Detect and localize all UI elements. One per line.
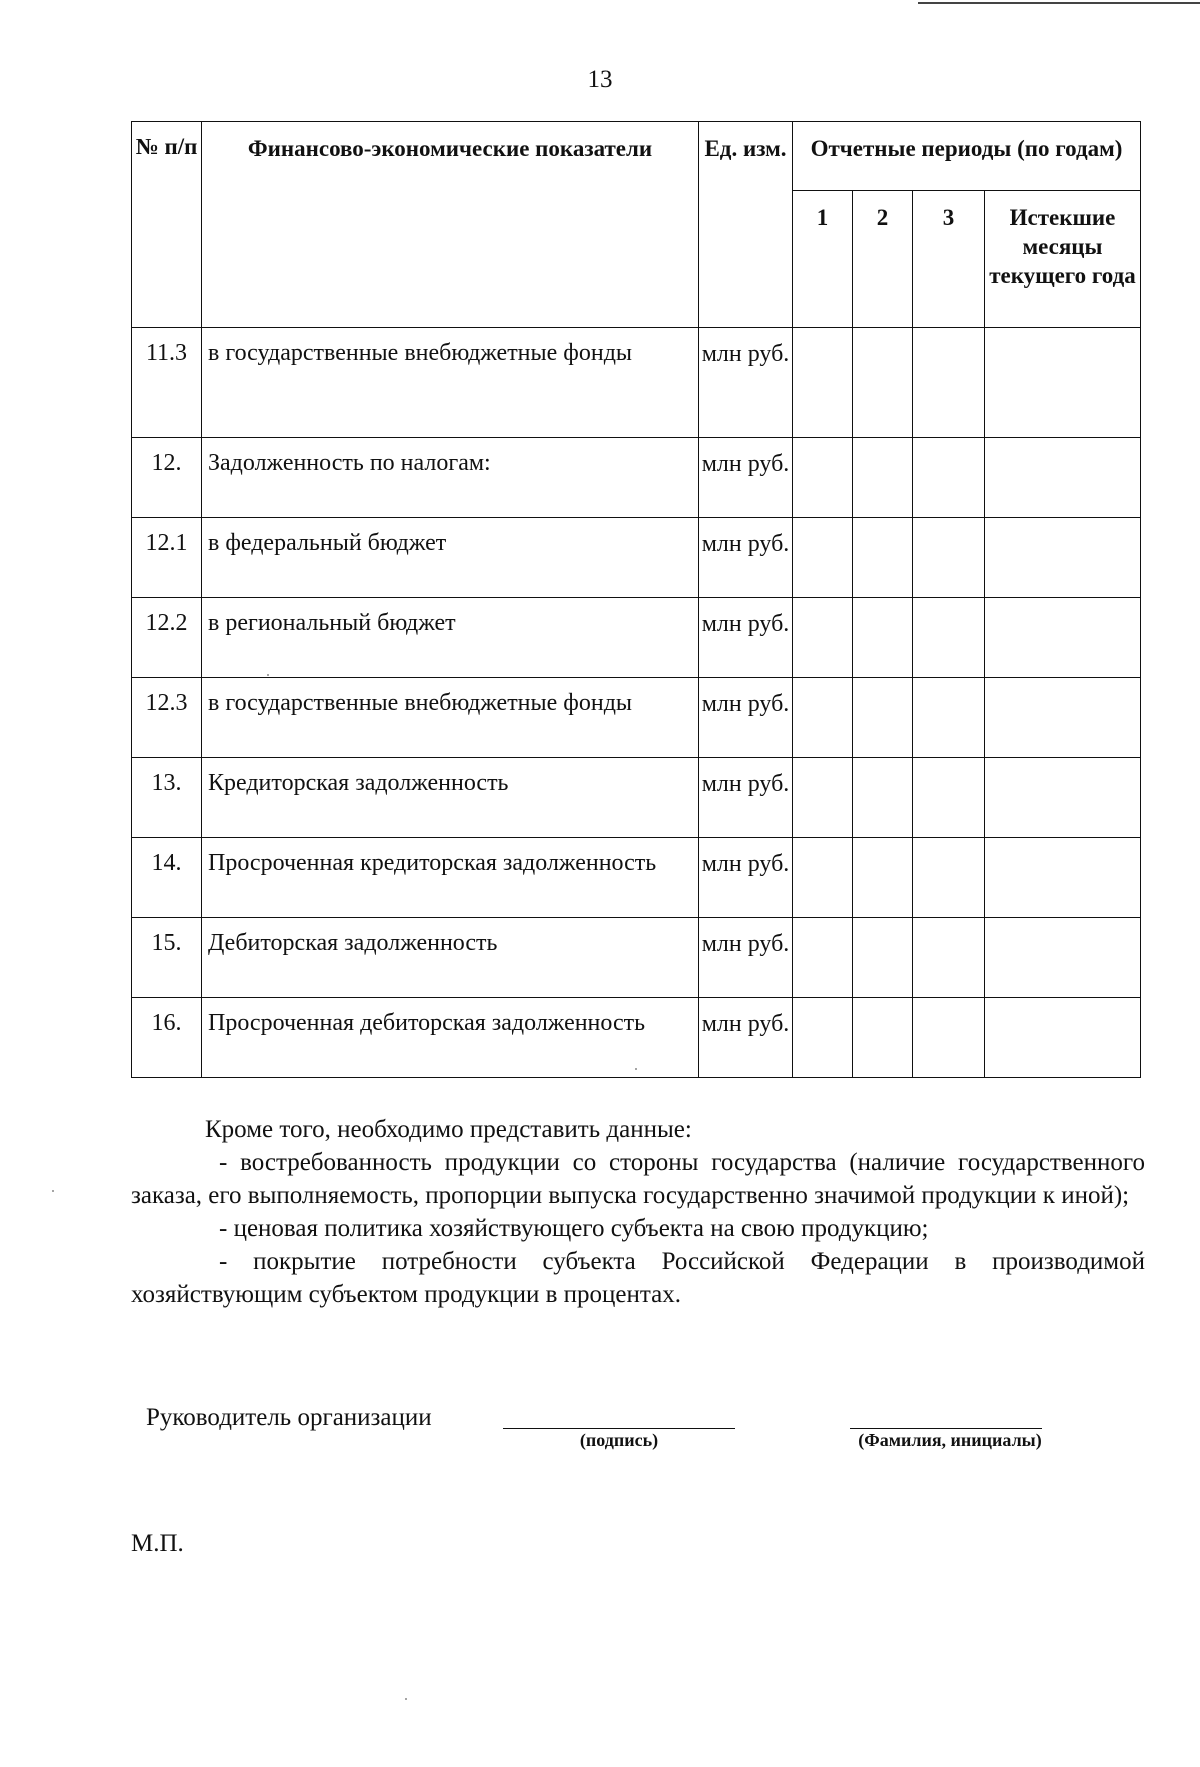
cell-months (985, 838, 1141, 918)
table-row (132, 758, 1141, 838)
cell-year-3 (913, 838, 985, 918)
row-unit: млн руб. (699, 998, 793, 1078)
row-unit: млн руб. (699, 838, 793, 918)
cell-year-1 (793, 998, 853, 1078)
header-periods: Отчетные периоды (по годам) (793, 122, 1141, 191)
cell-year-1 (793, 598, 853, 678)
cell-year-3 (913, 678, 985, 758)
row-unit: млн руб. (699, 518, 793, 598)
row-num: 16. (132, 998, 202, 1078)
cell-year-2 (853, 598, 913, 678)
financial-indicators-table (131, 121, 1141, 1078)
row-num: 11.3 (132, 328, 202, 438)
row-num: 12.1 (132, 518, 202, 598)
row-unit: млн руб. (699, 758, 793, 838)
notes-item: - востребованность продукции со стороны государства (наличие государственного заказа, его выполняемость, пропорции выпуска государственно значимой продукции к иной); (131, 1149, 1145, 1209)
cell-year-1 (793, 918, 853, 998)
scan-speck (52, 1190, 54, 1192)
cell-months (985, 758, 1141, 838)
table-row (132, 438, 1141, 518)
row-unit: млн руб. (699, 918, 793, 998)
scan-speck (267, 674, 269, 676)
cell-year-3 (913, 438, 985, 518)
cell-months (985, 328, 1141, 438)
header-indicator: Финансово-экономические показатели (202, 122, 699, 328)
table-row (132, 328, 1141, 438)
cell-year-2 (853, 328, 913, 438)
row-indicator: в государственные внебюджетные фонды (202, 678, 699, 758)
cell-year-1 (793, 518, 853, 598)
row-indicator: в государственные внебюджетные фонды (202, 328, 699, 438)
notes-item: - ценовая политика хозяйствующего субъекта на свою продукцию; (219, 1215, 929, 1242)
row-indicator: в федеральный бюджет (202, 518, 699, 598)
cell-year-2 (853, 438, 913, 518)
row-num: 13. (132, 758, 202, 838)
table-row (132, 838, 1141, 918)
scan-speck (635, 1068, 637, 1070)
cell-months (985, 438, 1141, 518)
row-num: 14. (132, 838, 202, 918)
header-months: Истекшие месяцы текущего года (985, 191, 1141, 328)
row-indicator: в региональный бюджет (202, 598, 699, 678)
cell-year-1 (793, 838, 853, 918)
name-caption: (Фамилия, инициалы) (858, 1430, 1042, 1450)
signature-caption: (подпись) (579, 1430, 659, 1450)
row-num: 12. (132, 438, 202, 518)
table-row (132, 598, 1141, 678)
row-indicator: Просроченная дебиторская задолженность (202, 998, 699, 1078)
stamp-label: М.П. (131, 1530, 184, 1557)
row-indicator: Задолженность по налогам: (202, 438, 699, 518)
table-row (132, 998, 1141, 1078)
cell-months (985, 918, 1141, 998)
row-indicator: Кредиторская задолженность (202, 758, 699, 838)
name-line (850, 1428, 1042, 1429)
header-num: № п/п (132, 122, 202, 328)
cell-months (985, 998, 1141, 1078)
cell-year-2 (853, 998, 913, 1078)
cell-year-1 (793, 438, 853, 518)
cell-year-3 (913, 998, 985, 1078)
cell-year-1 (793, 678, 853, 758)
notes-intro: Кроме того, необходимо представить данные: (205, 1116, 692, 1143)
row-unit: млн руб. (699, 438, 793, 518)
page-number: 13 (587, 66, 613, 93)
cell-year-2 (853, 918, 913, 998)
row-unit: млн руб. (699, 328, 793, 438)
scan-top-rule (918, 2, 1200, 4)
table-row (132, 518, 1141, 598)
cell-year-1 (793, 758, 853, 838)
header-unit: Ед. изм. (699, 122, 793, 328)
header-year-3: 3 (913, 191, 985, 328)
header-year-2: 2 (853, 191, 913, 328)
row-unit: млн руб. (699, 678, 793, 758)
cell-year-3 (913, 518, 985, 598)
table-row (132, 918, 1141, 998)
cell-months (985, 598, 1141, 678)
row-num: 12.3 (132, 678, 202, 758)
row-num: 12.2 (132, 598, 202, 678)
cell-year-2 (853, 758, 913, 838)
cell-months (985, 678, 1141, 758)
table-row (132, 678, 1141, 758)
cell-year-2 (853, 518, 913, 598)
row-indicator: Дебиторская задолженность (202, 918, 699, 998)
cell-year-3 (913, 598, 985, 678)
scan-speck (405, 1698, 407, 1700)
cell-year-1 (793, 328, 853, 438)
cell-year-3 (913, 328, 985, 438)
row-indicator: Просроченная кредиторская задолженность (202, 838, 699, 918)
header-year-1: 1 (793, 191, 853, 328)
notes-item: - покрытие потребности субъекта Российской Федерации в производимой хозяйствующим субъектом продукции в процентах. (131, 1248, 1145, 1308)
row-unit: млн руб. (699, 598, 793, 678)
signature-line (503, 1428, 735, 1429)
cell-year-3 (913, 918, 985, 998)
signature-label: Руководитель организации (146, 1404, 432, 1431)
cell-months (985, 518, 1141, 598)
cell-year-2 (853, 678, 913, 758)
cell-year-3 (913, 758, 985, 838)
cell-year-2 (853, 838, 913, 918)
row-num: 15. (132, 918, 202, 998)
additional-data-notes (131, 1113, 1145, 1311)
